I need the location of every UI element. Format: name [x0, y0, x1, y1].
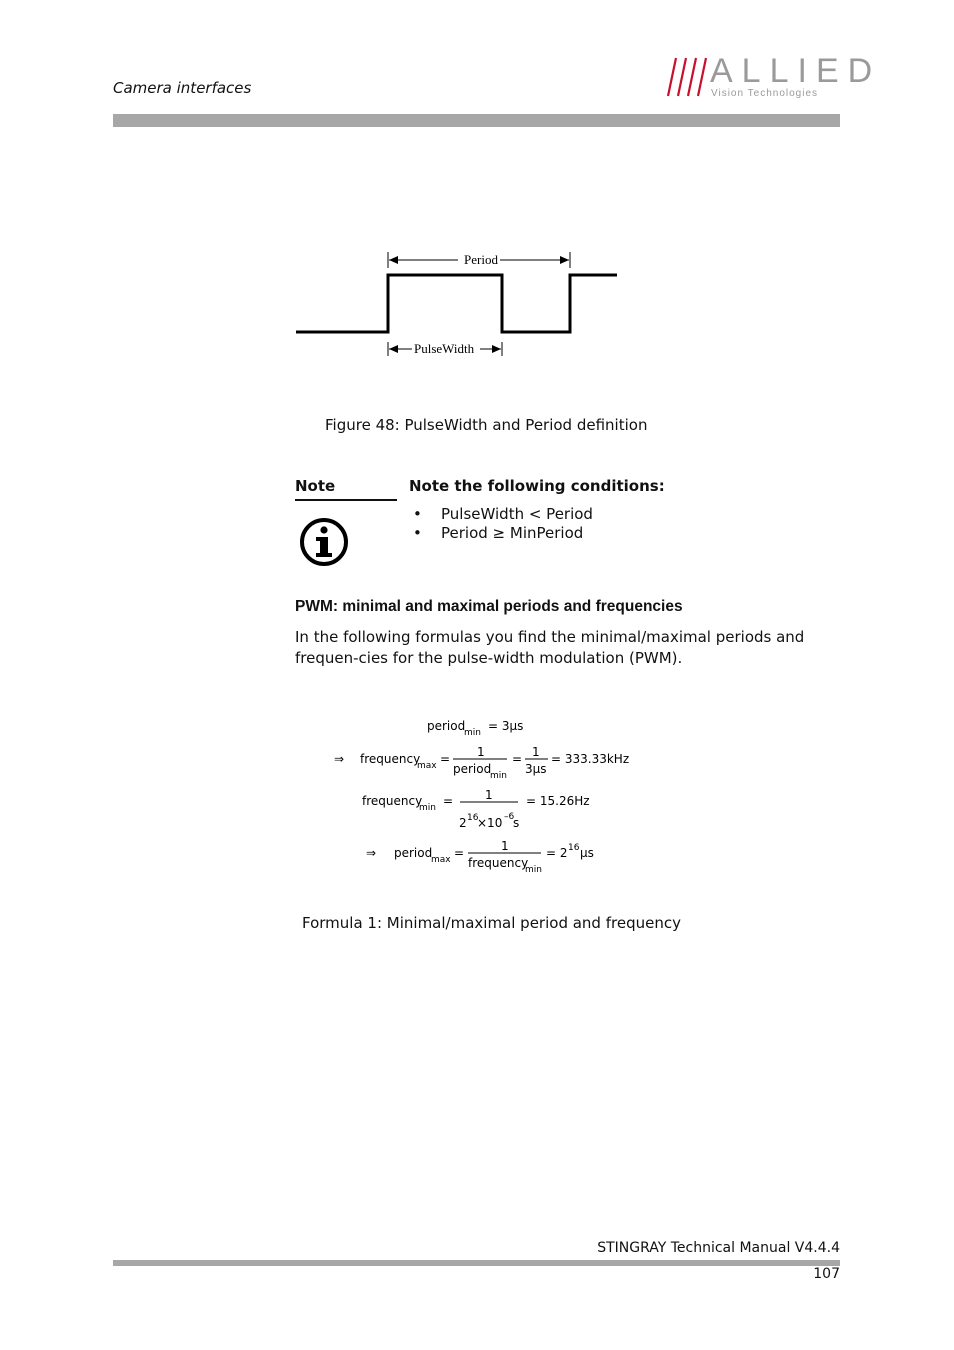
- note-divider: [295, 499, 397, 501]
- f2-arrow: ⇒: [334, 752, 345, 766]
- allied-logo: [664, 52, 882, 104]
- f4-result-exp: 16: [568, 843, 580, 853]
- f3-den-unit: s: [513, 816, 520, 830]
- header-section-title: Camera interfaces: [113, 79, 252, 97]
- info-icon: [298, 516, 350, 568]
- figure-caption: Figure 48: PulseWidth and Period definition: [325, 416, 648, 434]
- note-heading: Note the following conditions:: [409, 477, 665, 495]
- note-label: Note: [295, 477, 336, 495]
- f3-lhs-sub: min: [419, 803, 436, 813]
- f2-result: = 333.33kHz: [551, 752, 630, 766]
- f1-lhs: period: [427, 719, 466, 733]
- f2-eq2: =: [512, 752, 523, 766]
- f4-den: frequency: [468, 856, 529, 870]
- logo-subtitle: Vision Technologies: [711, 88, 819, 99]
- f3-num: 1: [485, 788, 493, 802]
- formula-block: [320, 705, 680, 885]
- f3-eq: =: [443, 794, 454, 808]
- f3-den-base: 2: [459, 816, 467, 830]
- f1-rhs: = 3µs: [488, 719, 524, 733]
- f3-den-times: ×10: [477, 816, 503, 830]
- f2-num1: 1: [477, 745, 485, 759]
- f3-lhs: frequency: [362, 794, 423, 808]
- f2-lhs: frequency: [360, 752, 421, 766]
- footer-rule: [113, 1260, 840, 1266]
- f4-arrow: ⇒: [366, 846, 377, 860]
- label-period: Period: [464, 252, 498, 267]
- section-heading: PWM: minimal and maximal periods and frequencies: [295, 598, 683, 615]
- note-conditions-list: [413, 505, 593, 543]
- f3-den-exp2: –6: [504, 812, 515, 822]
- f4-num: 1: [501, 839, 509, 853]
- section-paragraph: In the following formulas you find the minimal/maximal periods and frequen-cies for the pulse-width modulation (PWM).: [295, 628, 805, 667]
- f4-result-unit: µs: [580, 846, 594, 860]
- formula-caption: Formula 1: Minimal/maximal period and frequency: [302, 914, 681, 932]
- list-item: • Period ≥ MinPeriod: [413, 524, 593, 543]
- f2-num2: 1: [532, 745, 540, 759]
- footer-manual-title: STINGRAY Technical Manual V4.4.4: [597, 1240, 840, 1256]
- f1-lhs-sub: min: [464, 728, 481, 738]
- label-pulsewidth: PulseWidth: [414, 341, 475, 356]
- list-item: • PulseWidth < Period: [413, 505, 593, 524]
- f4-den-sub: min: [525, 865, 542, 875]
- f3-den-exp: 16: [467, 813, 479, 823]
- pulse-diagram: [290, 240, 630, 370]
- f4-lhs: period: [394, 846, 433, 860]
- f2-den1: period: [453, 762, 492, 776]
- page-number: 107: [813, 1266, 840, 1282]
- f2-den1-sub: min: [490, 771, 507, 781]
- logo-wordmark: ALLIED: [710, 52, 882, 90]
- f2-eq1: =: [440, 752, 451, 766]
- f3-result: = 15.26Hz: [526, 794, 590, 808]
- header-rule: [113, 114, 840, 127]
- f4-eq: =: [454, 846, 465, 860]
- pulse-waveform: [296, 275, 617, 332]
- f4-result-base: = 2: [546, 846, 568, 860]
- f2-den2: 3µs: [525, 762, 547, 776]
- f4-lhs-sub: max: [431, 855, 451, 865]
- logo-slashes-icon: [664, 52, 714, 102]
- f2-lhs-sub: max: [417, 761, 437, 771]
